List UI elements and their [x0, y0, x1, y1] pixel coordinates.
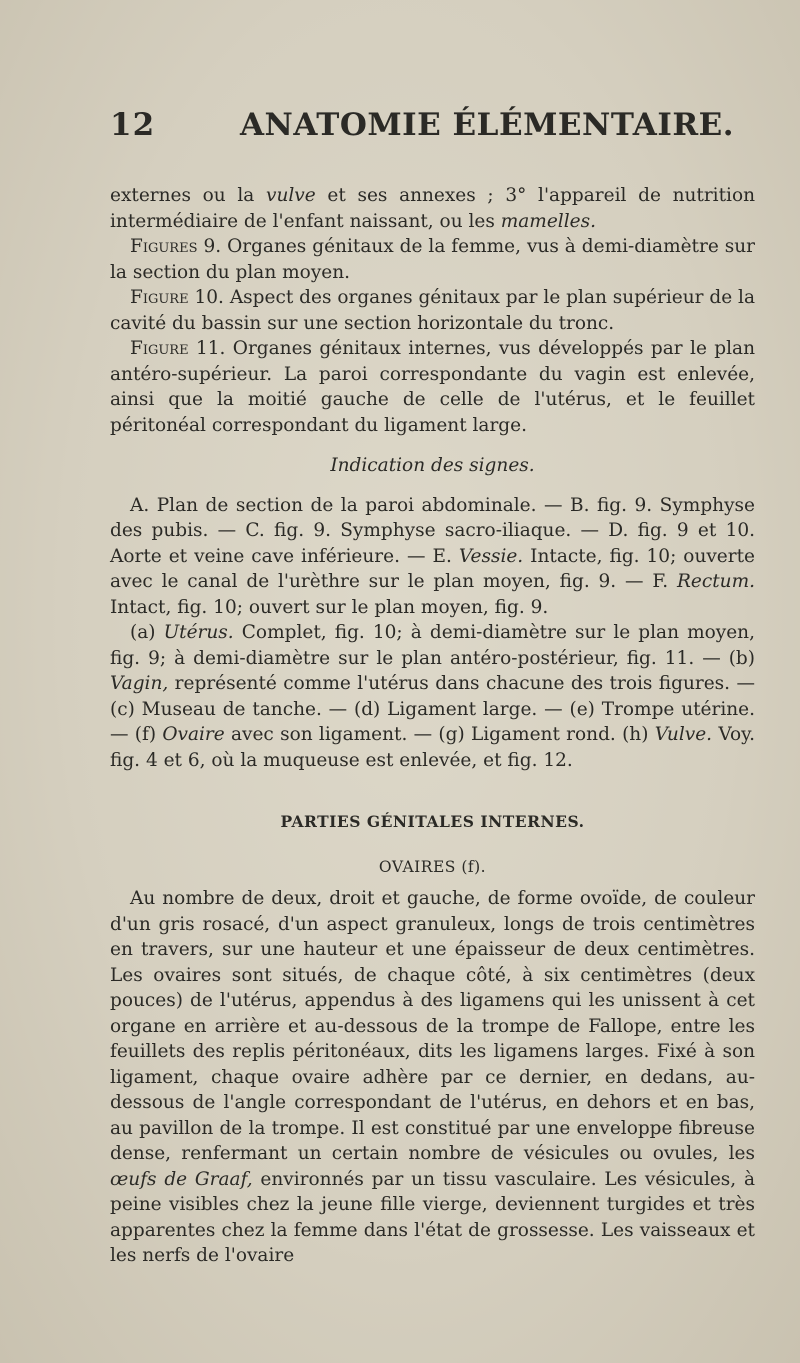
- signs-paragraph-2: (a) Utérus. Complet, fig. 10; à demi-diamètre sur le plan moyen, fig. 9; à demi-diamètre sur le plan antéro-postérieur, fig. 11. — (b) Vagin, représenté comme l'utérus dans chacune des trois figures. — (c) Museau de tanche. — (d) Ligament large. — (e) Trompe utérine. — (f) Ovaire avec son ligament. — (g) Ligament rond. (h) Vulve. Voy. fig. 4 et 6, où la muqueuse est enlevée, et fig. 12.: [110, 622, 755, 771]
- signs-paragraph-1: A. Plan de section de la paroi abdominale. — B. fig. 9. Symphyse des pubis. — C. fig. 9. Symphyse sacro-iliaque. — D. fig. 9 et 10. Aorte et veine cave inférieure. — E. Vessie. Intacte, fig. 10; ouverte avec le canal de l'urèthre sur le plan moyen, fig. 9. — F. Rectum. Intact, fig. 10; ouvert sur le plan moyen, fig. 9.: [110, 494, 755, 618]
- book-page: [110, 105, 755, 1269]
- section-subtitle: OVAIRES (f).: [378, 857, 487, 876]
- intro-paragraph: externes ou la vulve et ses annexes ; 3° l'appareil de nutrition intermédiaire de l'enfant naissant, ou les mamelles.: [110, 185, 756, 232]
- emphasis-vulve: vulve: [266, 185, 316, 206]
- figure-10-caption: Figure 10. Aspect des organes génitaux par le plan supérieur de la cavité du bassin sur une section horizontale du tronc.: [110, 287, 755, 334]
- ovaires-paragraph: Au nombre de deux, droit et gauche, de forme ovoïde, de couleur d'un gris rosacé, d'un aspect granuleux, longs de trois centimètres en travers, sur une hauteur et une épaisseur de deux centimètres. Les ovaires sont situés, de chaque côté, à six centimètres (deux pouces) de l'utérus, appendus à des ligamens qui les unissent à cet organe en arrière et au-dessous de la trompe de Fallope, entre les feuillets des replis péritonéaux, dits les ligamens larges. Fixé à son ligament, chaque ovaire adhère par ce dernier, en dedans, au-dessous de l'angle correspondant de l'utérus, en dehors et en bas, au pavillon de la trompe. Il est constitué par une enveloppe fibreuse dense, renfermant un certain nombre de vésicules ou ovules, les œufs de Graaf, environnés par un tissu vasculaire. Les vésicules, à peine visibles chez la jeune fille vierge, deviennent turgides et très apparentes chez la femme dans l'état de grossesse. Les vaisseaux et les nerfs de l'ovaire: [110, 888, 755, 1266]
- section-title: PARTIES GÉNITALES INTERNES.: [280, 812, 585, 831]
- page-number: 12: [110, 107, 156, 143]
- page-header: [110, 105, 755, 155]
- signs-heading: Indication des signes.: [330, 455, 535, 476]
- running-title: ANATOMIE ÉLÉMENTAIRE.: [240, 107, 734, 143]
- emphasis-mamelles: mamelles.: [500, 210, 596, 232]
- figure-11-caption: Figure 11. Organes génitaux internes, vus développés par le plan antéro-supérieur. La paroi correspondante du vagin est enlevée, ainsi que la moitié gauche de celle de l'utérus, et le feuillet péritonéal correspondant du ligament large.: [110, 338, 755, 436]
- figure-9-caption: Figures 9. Organes génitaux de la femme, vus à demi-diamètre sur la section du plan moyen.: [110, 236, 755, 283]
